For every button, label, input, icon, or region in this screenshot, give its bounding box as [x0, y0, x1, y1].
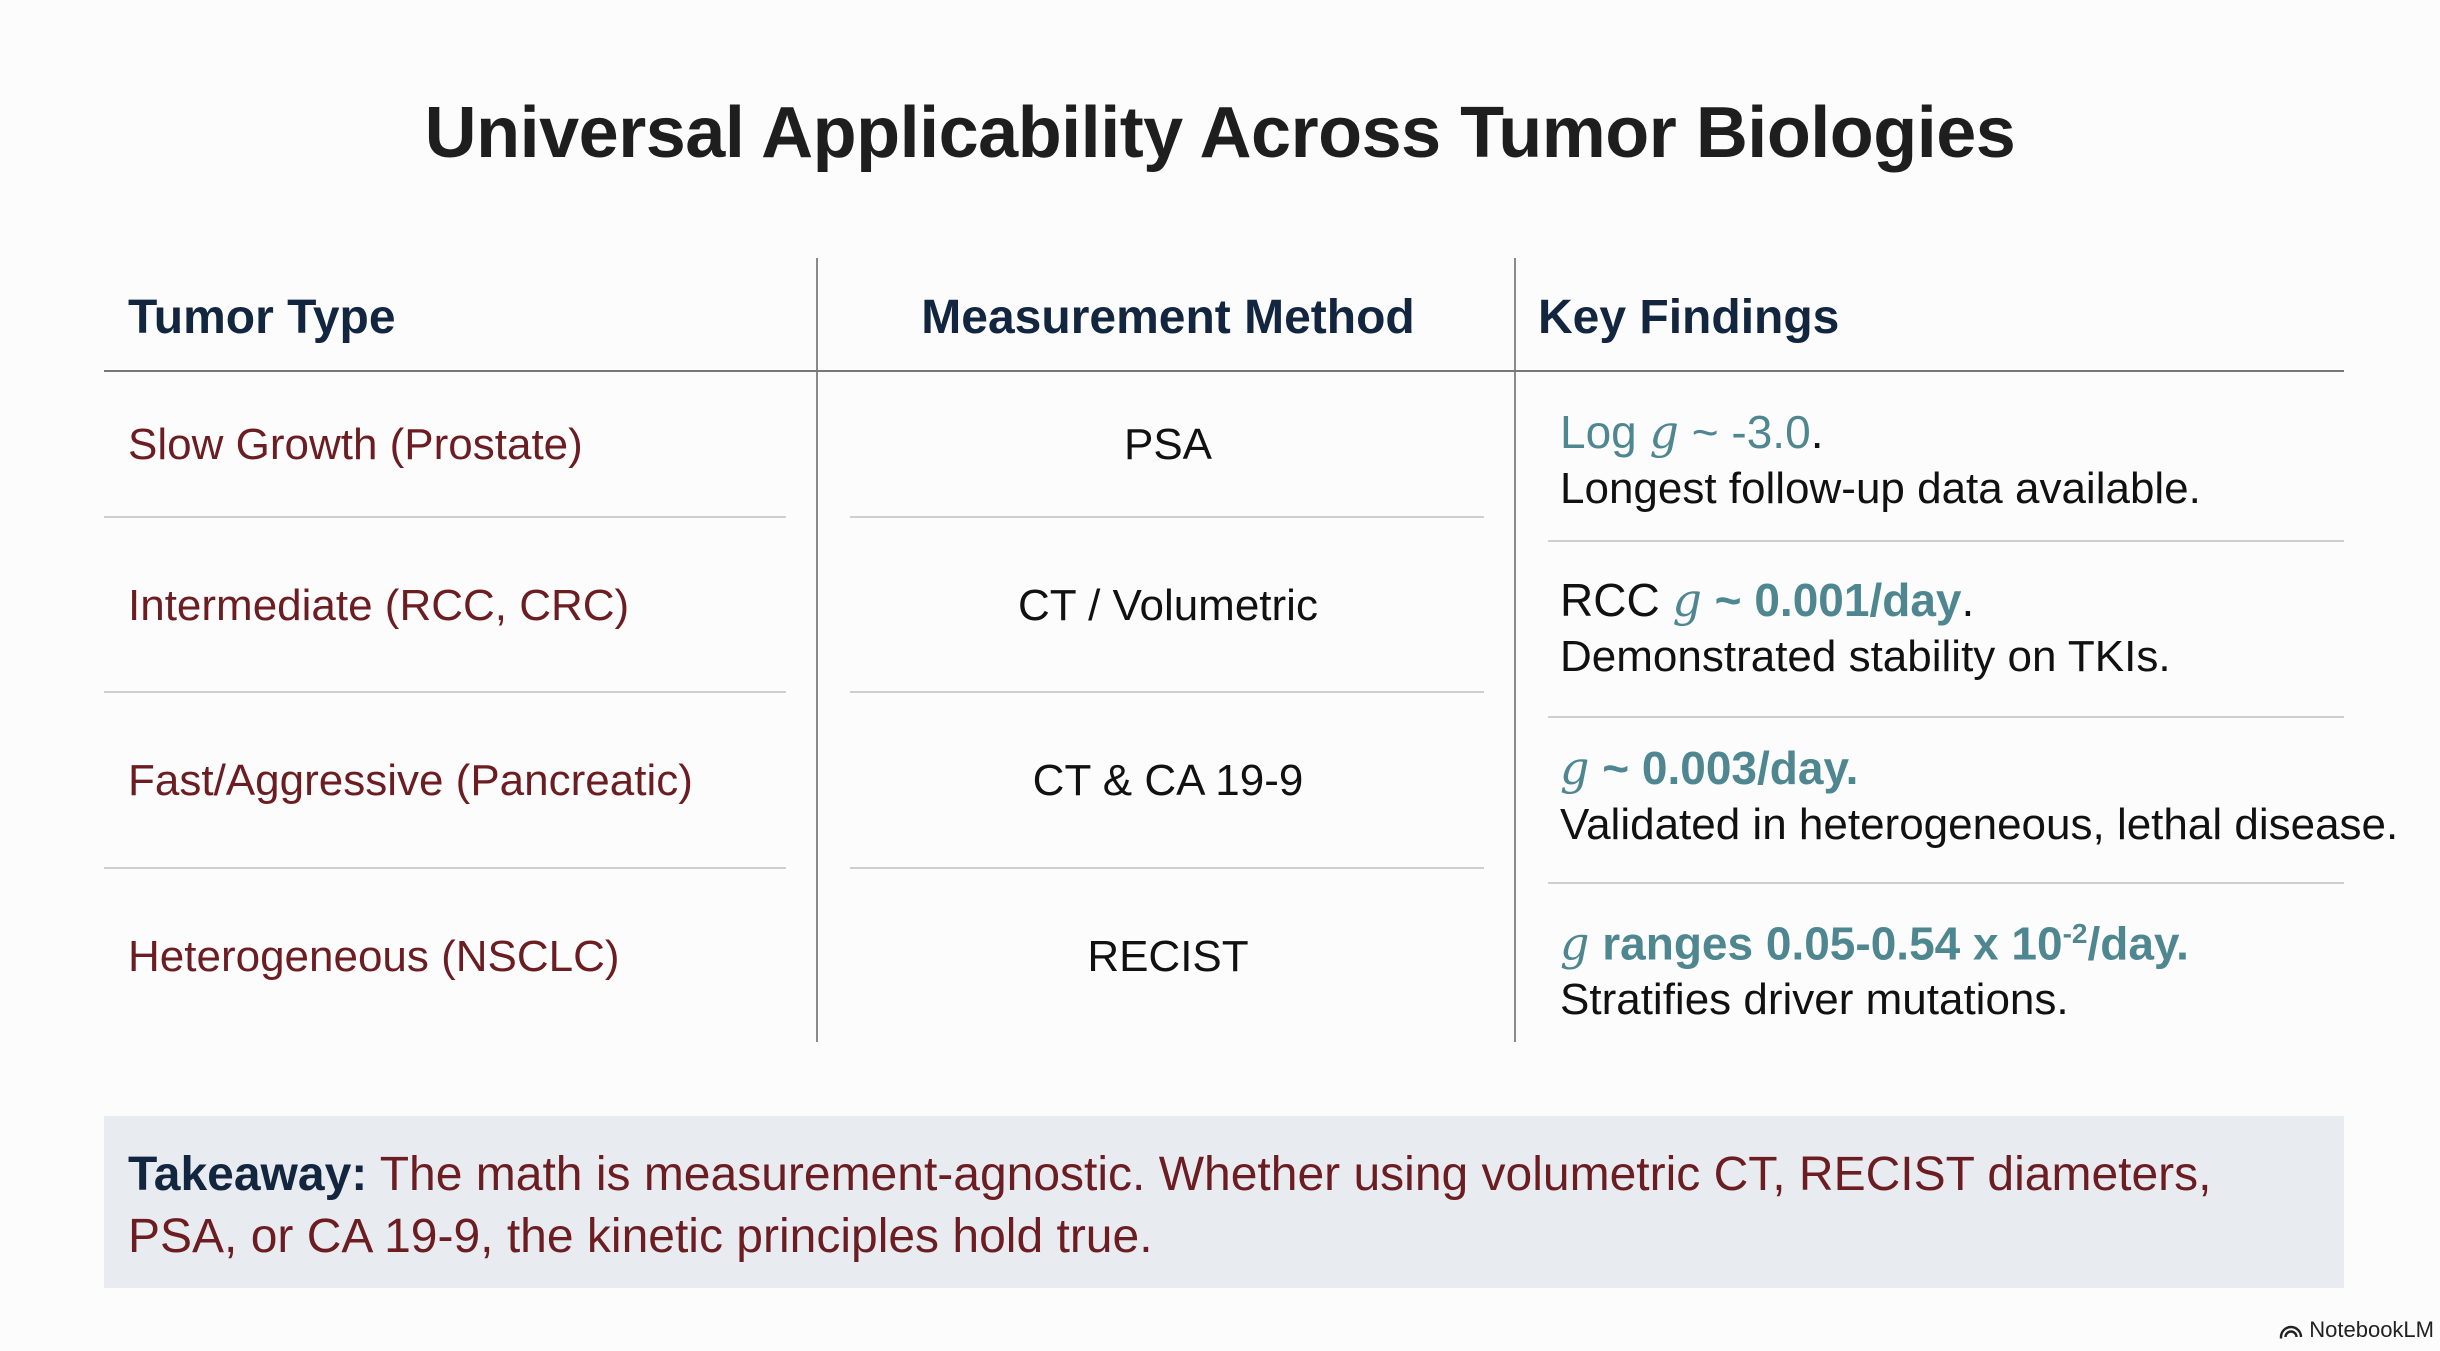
finding-cell [1560, 740, 2398, 854]
row-divider [1548, 540, 2344, 542]
slide-title: Universal Applicability Across Tumor Biologies [424, 93, 2016, 173]
tumor-type-cell: Fast/Aggressive (Pancreatic) [128, 756, 693, 805]
finding-stat: RCC g ~ 0.001/day. [1560, 573, 1975, 627]
row-divider [104, 867, 786, 869]
header-key-findings: Key Findings [1538, 291, 1840, 344]
brand-name: NotebookLM [2309, 1317, 2434, 1342]
takeaway-label: Takeaway: [128, 1148, 368, 1201]
row-divider [850, 516, 1484, 518]
header-rule [104, 370, 2344, 372]
header-tumor-type: Tumor Type [128, 291, 396, 344]
row-divider [850, 867, 1484, 869]
finding-note: Stratifies driver mutations. [1560, 975, 2069, 1025]
column-divider-2 [1514, 258, 1516, 1042]
finding-note: Longest follow-up data available. [1560, 464, 2201, 513]
row-divider [104, 691, 786, 693]
g-symbol: g [1560, 741, 1590, 795]
method-cell: PSA [1123, 420, 1213, 469]
takeaway-text [128, 1144, 2308, 1268]
finding-stat: Log g ~ -3.0. [1560, 405, 1824, 459]
row-divider [1548, 716, 2344, 718]
brand-watermark [2279, 1317, 2434, 1343]
finding-cell [1560, 572, 2171, 686]
g-symbol: g [1560, 916, 1590, 971]
method-cell: RECIST [1087, 932, 1249, 981]
method-cell: CT / Volumetric [1018, 581, 1318, 630]
takeaway-body: The math is measurement-agnostic. Whether using volumetric CT, RECIST diameters, PSA, or CA 19-9, the kinetic principles hold true. [128, 1148, 2212, 1263]
header-measurement-method: Measurement Method [921, 291, 1415, 344]
takeaway-box [104, 1116, 2344, 1288]
g-symbol: g [1649, 405, 1679, 459]
g-symbol: g [1672, 573, 1702, 627]
row-divider [850, 691, 1484, 693]
notebooklm-logo-icon [2279, 1321, 2303, 1339]
tumor-type-cell: Slow Growth (Prostate) [128, 420, 583, 469]
tumor-type-cell: Heterogeneous (NSCLC) [128, 932, 620, 981]
finding-stat: g ~ 0.003/day. [1560, 741, 1859, 795]
finding-note: Demonstrated stability on TKIs. [1560, 632, 2171, 681]
column-divider-1 [816, 258, 818, 1042]
finding-note: Validated in heterogeneous, lethal disease. [1560, 800, 2399, 849]
finding-cell [1560, 906, 2189, 1029]
row-divider [1548, 882, 2344, 884]
tumor-type-cell: Intermediate (RCC, CRC) [128, 581, 630, 630]
method-cell: CT & CA 19-9 [1032, 756, 1304, 805]
row-divider [104, 516, 786, 518]
finding-cell [1560, 404, 2201, 518]
finding-stat: g ranges 0.05-0.54 x $10^{-2}$/day. [1560, 916, 2189, 971]
